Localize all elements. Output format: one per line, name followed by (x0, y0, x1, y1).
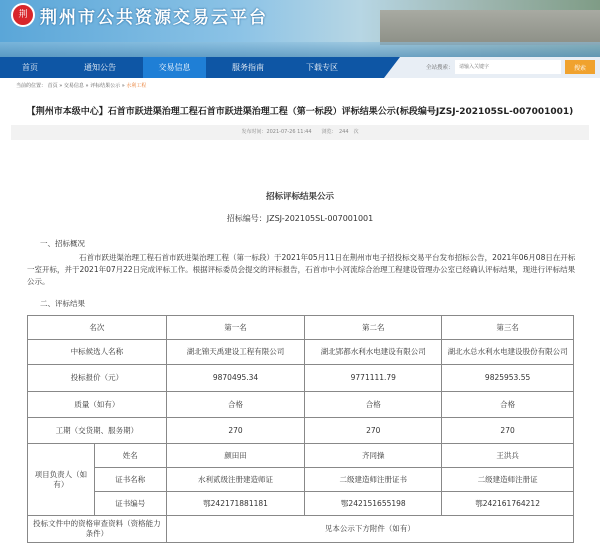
search-button[interactable]: 搜索 (565, 60, 595, 74)
nav-downloads[interactable]: 下载专区 (306, 63, 338, 72)
table-row: 证书编号 鄂242171881181 鄂242151655198 鄂242161764212 (28, 492, 574, 516)
header-banner (0, 0, 600, 57)
breadcrumb-home[interactable]: 首页 (47, 83, 58, 89)
nav-notices[interactable]: 通知公告 (84, 63, 116, 72)
table-row: 项目负责人（如有） 姓名 颜田田 齐同操 王洪兵 (28, 444, 574, 468)
overview-paragraph: 石首市跃进渠治理工程石首市跃进渠治理工程（第一标段）于2021年05月11日在荆州市电子招投标交易平台发布招标公告，2021年06月08日在开标一室开标，并于2021年07月22日完成评标工作。根据评标委员会提交的评标报告，石首市中小河流综合治理工程建设管理办公室已经确认评标结果，现进行评标结果公示。 (27, 253, 576, 286)
nav-service-guide[interactable]: 服务指南 (232, 63, 264, 72)
article-meta: 发布时间：2021-07-26 11:44 浏览： 244 次 (11, 125, 589, 140)
site-logo[interactable]: 荆 (11, 3, 35, 27)
table-row: 中标候选人名称 湖北锦天禹建设工程有限公司 湖北郢都水利水电建设有限公司 湖北水总水利水电建设股份有限公司 (28, 340, 574, 365)
breadcrumb-current[interactable]: 水利工程 (126, 83, 147, 89)
nav-home[interactable]: 首页 (22, 63, 38, 72)
table-row: 投标文件中的资格审查资料（资格能力条件） 见本公示下方附件（如有） (28, 516, 574, 543)
lake-image (0, 42, 600, 57)
search-label: 全站搜索： (426, 65, 454, 71)
results-table (27, 315, 574, 543)
section-results: 二、评标结果 (40, 299, 85, 308)
notice-heading: 招标评标结果公示 (265, 192, 334, 202)
table-row: 工期（交货期、服务期） 270 270 270 (28, 418, 574, 444)
breadcrumb-trade[interactable]: 交易信息 (63, 83, 84, 89)
table-row: 证书名称 水利贰级注册建造师证 二级建造师注册证书 二级建造师注册证 (28, 468, 574, 492)
section-overview: 一、招标概况 (40, 239, 85, 248)
breadcrumb: 当前的位置： 首页 » 交易信息 » 评标结果公示 » 水利工程 (16, 83, 147, 89)
search-input[interactable] (455, 60, 561, 74)
site-title: 荆州市公共资源交易云平台 (40, 8, 268, 28)
article-title: 【荆州市本级中心】石首市跃进渠治理工程石首市跃进渠治理工程（第一标段）评标结果公示(标段编号JZSJ-202105SL-007001001) (26, 107, 574, 117)
table-row: 质量（如有） 合格 合格 合格 (28, 392, 574, 418)
table-row: 投标报价（元） 9870495.34 9771111.79 9825953.55 (28, 365, 574, 392)
breadcrumb-results[interactable]: 评标结果公示 (90, 83, 121, 89)
tender-code: 招标编号：JZSJ-202105SL-007001001 (226, 214, 374, 223)
nav-trade-info[interactable]: 交易信息 (143, 57, 206, 78)
city-wall-image (380, 10, 600, 45)
table-header-row: 名次 第一名 第二名 第三名 (28, 316, 574, 340)
